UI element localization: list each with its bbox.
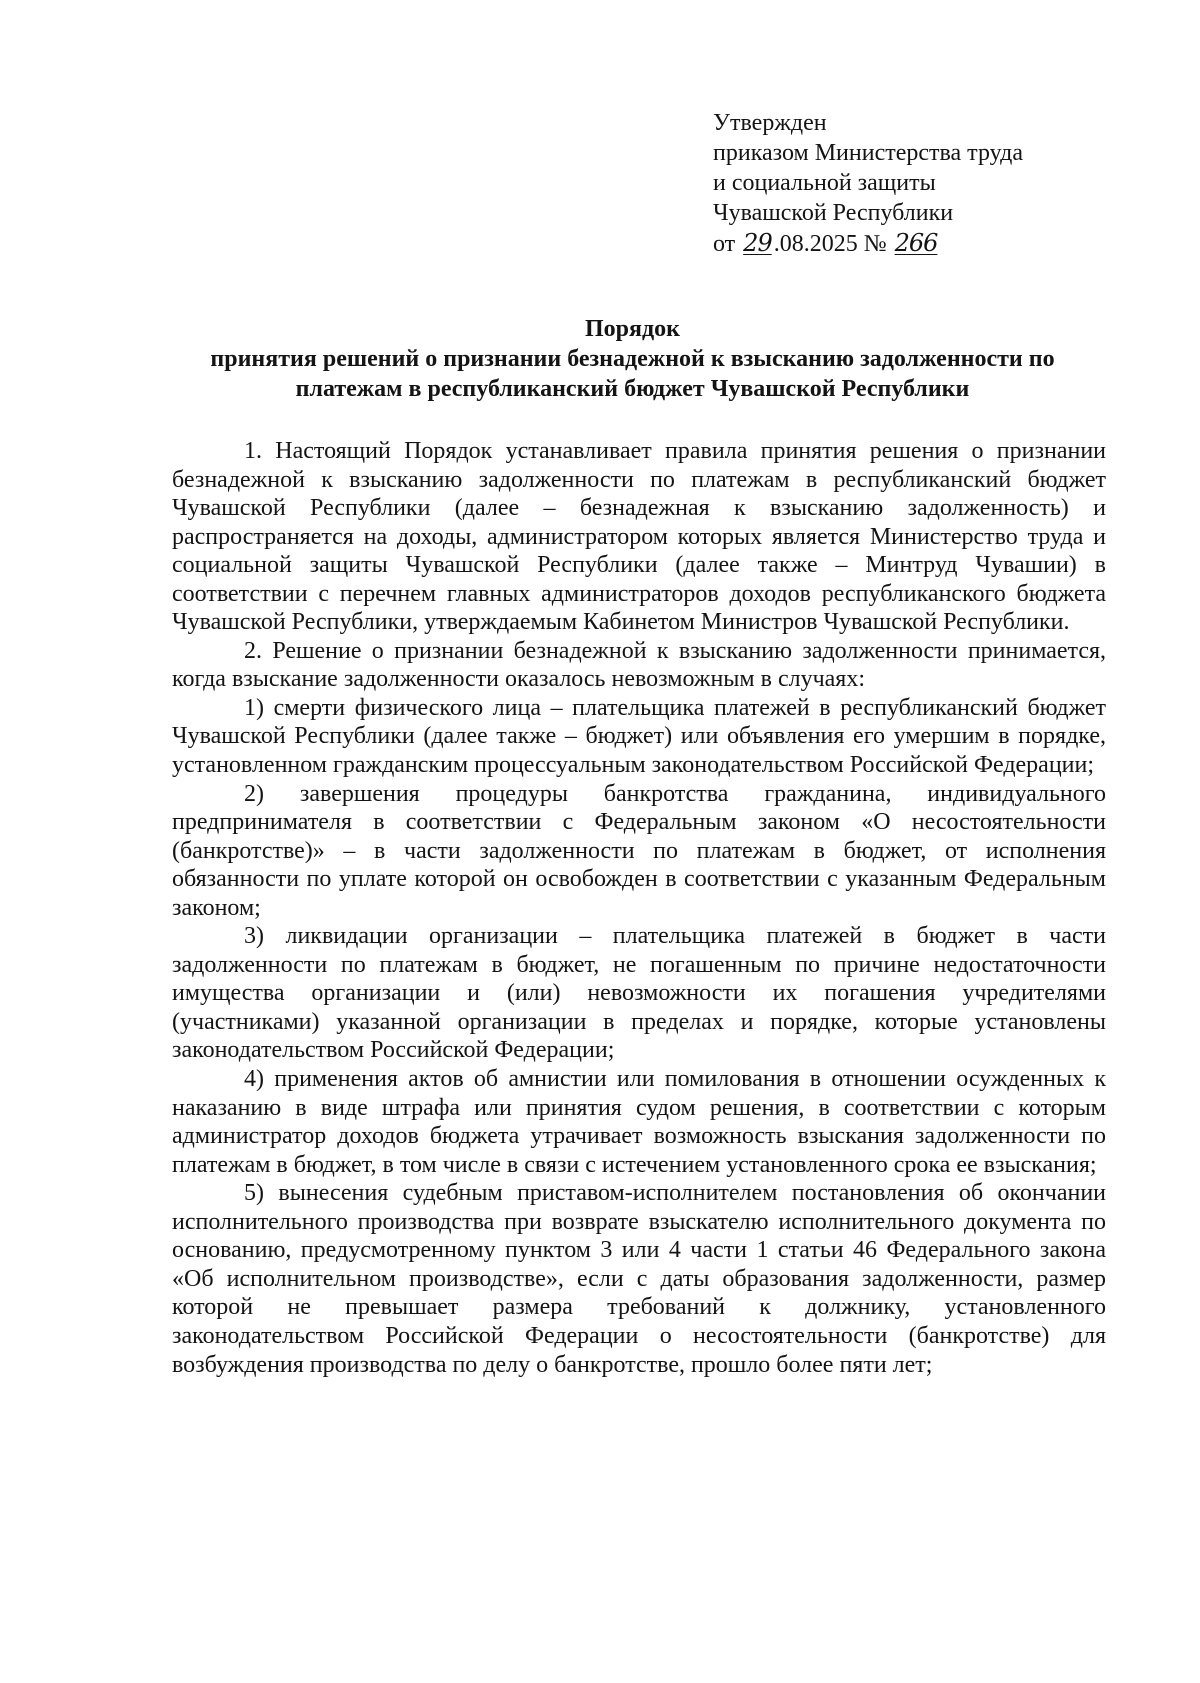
date-rest: .08.2025 № [773,231,887,257]
list-item [172,694,1106,780]
list-item [172,922,1106,1065]
approval-line: приказом Министерства труда [713,140,1023,166]
document-title [160,314,1105,404]
item-text: ликвидации организации – плательщика платежей в бюджет в части задолженности по платежам в бюджет, не погашенным по причине недостаточности имущества организации и (или) невозможности их погашения учредителями (участниками) указанной организации в пределах и порядке, которые установлены законодательством Российской Федерации; [172,923,1107,1064]
approval-date-line [713,228,1023,259]
item-number: 3) [244,923,264,950]
item-number: 5) [244,1180,264,1207]
item-number: 4) [244,1066,264,1093]
title-line: Порядок [585,316,680,342]
item-text: завершения процедуры банкротства гражданина, индивидуального предпринимателя в соответствии с Федеральным законом «О несостоятельности (банкротстве)» – в части задолженности по платежам в бюджет, от исполнения обязанности по уплате которой он освобожден в соответствии с указанным Федеральным законом; [172,780,1106,921]
item-text: вынесения судебным приставом-исполнителем постановления об окончании исполнительного производства при возврате взыскателю исполнительного документа по основанию, предусмотренному пунктом 3 или 4 части 1 статьи 46 Федерального закона «Об исполнительном производстве», если с даты образования задолженности, размер которой не превышает размера требований к должнику, установленного законодательством Российской Федерации о несостоятельности (банкротстве) для возбуждения производства по делу о банкротстве, прошло более пяти лет; [172,1180,1107,1378]
item-text: смерти физического лица – плательщика платежей в республиканский бюджет Чувашской Республики (далее также – бюджет) или объявления его умершим в порядке, установленном гражданским процессуальным законодательством Российской Федерации; [172,694,1107,779]
item-text: применения актов об амнистии или помилования в отношении осужденных к наказанию в виде штрафа или принятия судом решения, в соответствии с которым администратор доходов бюджета утрачивает возможность взыскания задолженности по платежам в бюджет, в том числе в связи с истечением установленного срока ее взыскания; [172,1066,1106,1178]
paragraph-number: 1. [244,438,262,464]
paragraph [172,637,1106,694]
approval-block [713,108,1023,259]
paragraph [172,437,1106,637]
title-line: платежам в республиканский бюджет Чувашской Республики [295,376,970,402]
list-item [172,780,1106,923]
handwritten-day: 29 [743,229,772,257]
document-body [172,437,1106,1379]
item-number: 1) [244,694,264,721]
approval-line: и социальной защиты [713,170,936,196]
paragraph-text: Настоящий Порядок устанавливает правила принятия решения о признании безнадежной к взысканию задолженности по платежам в республиканский бюджет Чувашской Республики (далее – безнадежная к взысканию задолженность) и распространяется на доходы, администратором которых является Министерство труда и социальной защиты Чувашской Республики (далее также – Минтруд Чувашии) в соответствии с перечнем главных администраторов доходов республиканского бюджета Чувашской Республики, утверждаемым Кабинетом Министров Чувашской Республики. [172,438,1107,636]
list-item [172,1065,1106,1179]
date-prefix: от [713,231,736,257]
title-line: принятия решений о признании безнадежной к взысканию задолженности по [210,346,1055,372]
item-number: 2) [244,780,264,807]
handwritten-order-number: 266 [894,229,938,257]
list-item [172,1179,1106,1379]
paragraph-text: Решение о признании безнадежной к взысканию задолженности принимается, когда взыскание задолженности оказалось невозможным в случаях: [172,637,1107,693]
paragraph-number: 2. [244,637,262,664]
approval-line: Утвержден [713,110,827,136]
approval-line: Чувашской Республики [713,200,954,226]
